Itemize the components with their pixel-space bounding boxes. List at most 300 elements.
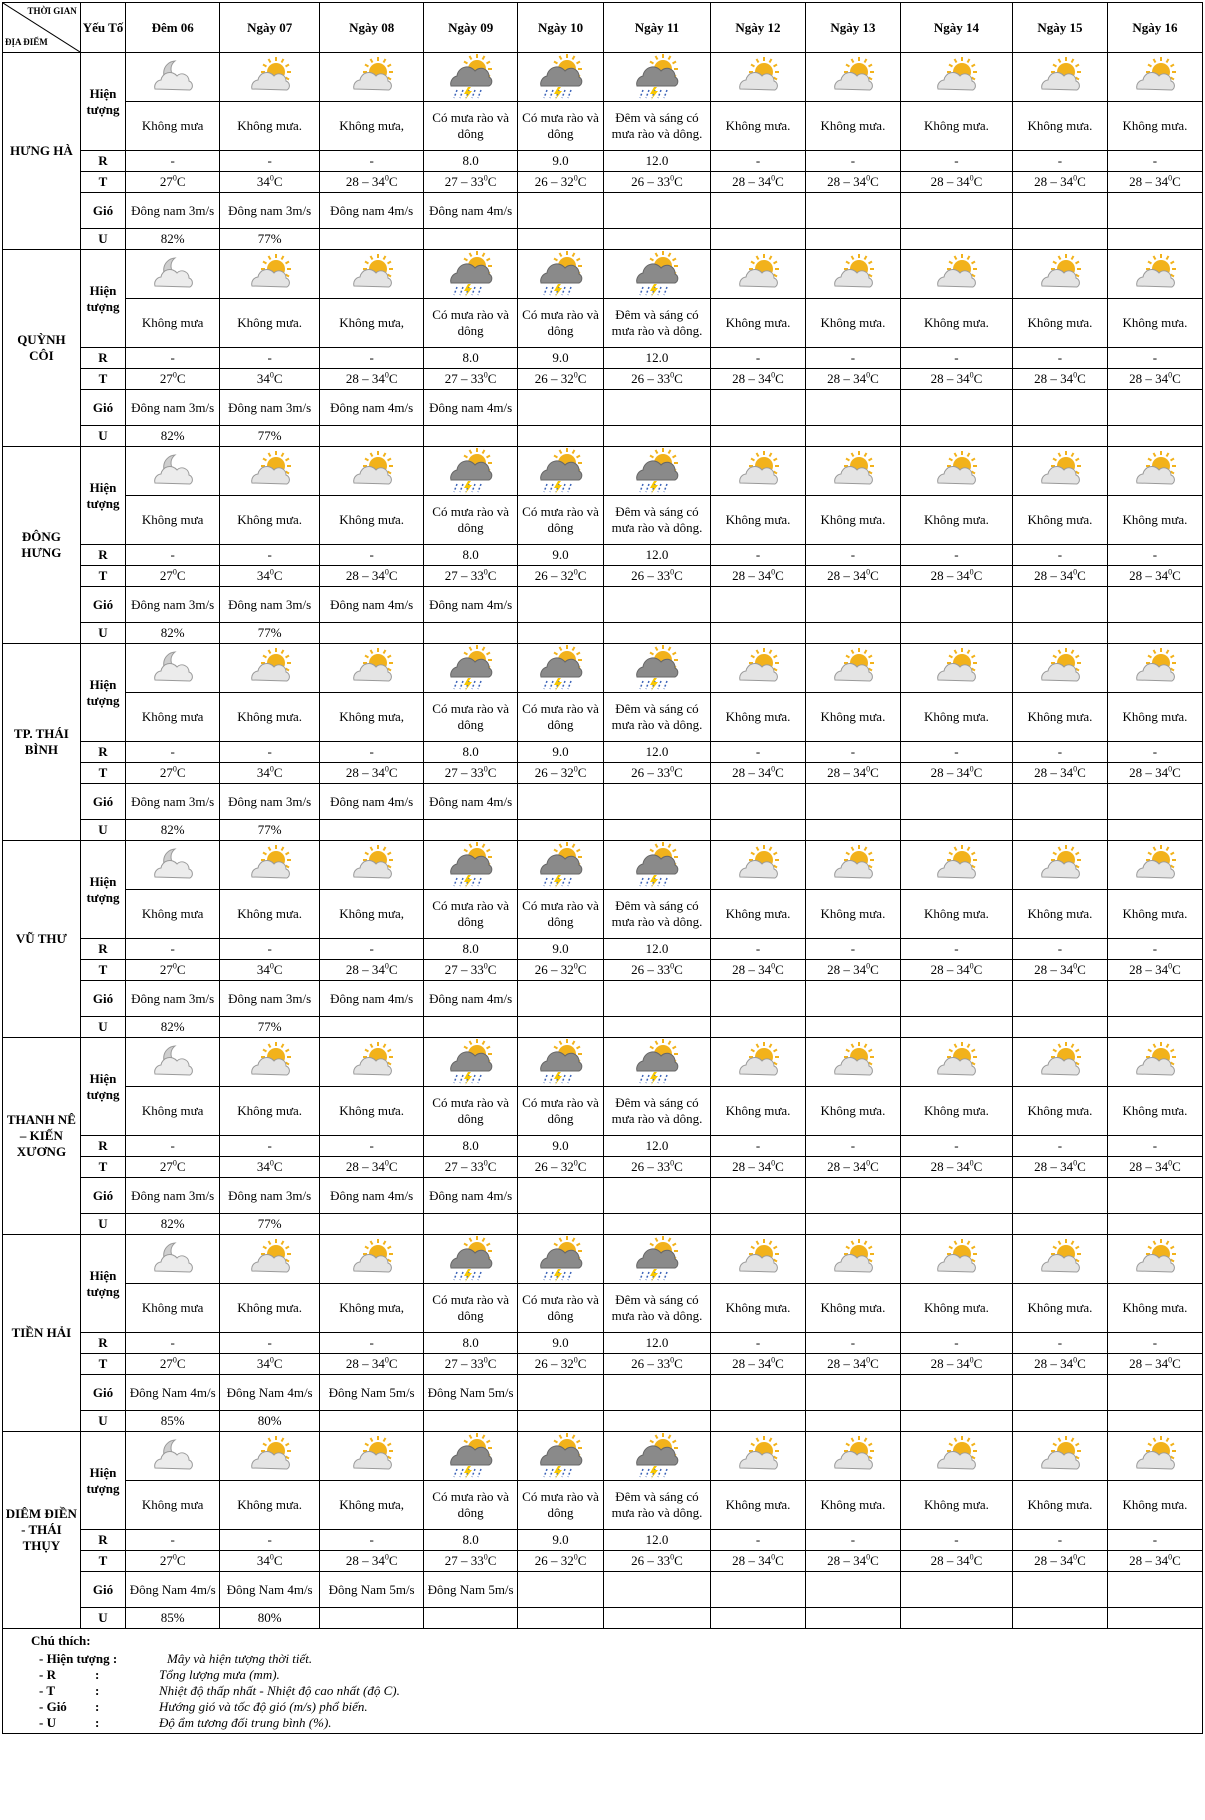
cloud-shape xyxy=(353,1254,391,1272)
rain-row xyxy=(3,545,1203,566)
storm-cloud-shape xyxy=(540,264,581,283)
factor-label-rain: R xyxy=(80,151,125,172)
degree-sign: 0 xyxy=(1168,567,1173,577)
celsius-unit: C xyxy=(1077,371,1086,386)
phenomena-text-row xyxy=(3,1087,1203,1136)
phenomena-cell: Không mưa. xyxy=(320,1087,424,1136)
degree-sign: 0 xyxy=(172,1355,177,1365)
rain-row xyxy=(3,939,1203,960)
legend-desc: Tổng lượng mưa (mm). xyxy=(159,1667,280,1682)
cloud-shape xyxy=(251,269,289,287)
weather-icon-cell xyxy=(1013,1235,1108,1284)
celsius-unit: C xyxy=(674,371,683,386)
sun-cloud-icon xyxy=(1014,57,1106,97)
sun-cloud-icon xyxy=(807,845,899,885)
rain-cell: - xyxy=(1107,348,1202,369)
phenomena-cell: Không mưa. xyxy=(220,496,320,545)
humidity-cell xyxy=(603,229,710,250)
wind-cell xyxy=(900,1572,1012,1608)
night-cloud-icon xyxy=(127,57,218,97)
humidity-cell xyxy=(1013,820,1108,841)
rain-cell: 8.0 xyxy=(424,1530,518,1551)
celsius-unit: C xyxy=(577,1159,587,1174)
temperature-value: 34 xyxy=(256,765,270,780)
legend-colon: : xyxy=(95,1667,100,1682)
phenomena-cell: Không mưa. xyxy=(711,1087,806,1136)
wind-cell xyxy=(1013,784,1108,820)
celsius-unit: C xyxy=(273,1356,283,1371)
temperature-value: 26 – 33 xyxy=(631,1159,671,1174)
factor-label-temperature: T xyxy=(80,763,125,784)
celsius-unit: C xyxy=(176,1159,186,1174)
wind-cell: Đông Nam 5m/s xyxy=(424,1375,518,1411)
phenomena-cell: Không mưa. xyxy=(1013,1087,1108,1136)
wind-cell xyxy=(900,981,1012,1017)
degree-sign: 0 xyxy=(969,961,974,971)
weather-icon-cell xyxy=(805,644,900,693)
storm-cloud-shape xyxy=(637,1446,678,1465)
temperature-cell xyxy=(1107,960,1202,981)
rain-cell: - xyxy=(1107,1333,1202,1354)
humidity-cell xyxy=(1013,1411,1108,1432)
degree-sign: 0 xyxy=(1168,1355,1173,1365)
celsius-unit: C xyxy=(577,765,587,780)
temperature-cell xyxy=(805,369,900,390)
phenomena-cell: Không mưa. xyxy=(1013,890,1108,939)
rain-cell: - xyxy=(126,1333,220,1354)
cloud-shape xyxy=(740,269,778,287)
humidity-cell xyxy=(1013,229,1108,250)
storm-cloud-shape xyxy=(540,658,581,677)
sun-cloud-icon xyxy=(807,57,899,97)
cloud-shape xyxy=(251,860,289,878)
weather-icon-cell xyxy=(900,1038,1012,1087)
humidity-cell: 80% xyxy=(220,1411,320,1432)
cloud-shape xyxy=(353,72,391,90)
humidity-cell xyxy=(603,623,710,644)
day-header: Ngày 16 xyxy=(1107,3,1202,53)
temperature-cell xyxy=(126,1551,220,1572)
celsius-unit: C xyxy=(577,568,587,583)
humidity-cell xyxy=(320,229,424,250)
celsius-unit: C xyxy=(870,371,879,386)
wind-row xyxy=(3,981,1203,1017)
humidity-cell xyxy=(900,1608,1012,1629)
temperature-value: 27 – 33 xyxy=(444,568,484,583)
celsius-unit: C xyxy=(176,1356,186,1371)
rain-cell: 12.0 xyxy=(603,1333,710,1354)
temperature-value: 26 – 33 xyxy=(631,765,671,780)
celsius-unit: C xyxy=(870,568,879,583)
weather-icon-cell xyxy=(711,1432,806,1481)
celsius-unit: C xyxy=(674,1553,683,1568)
humidity-cell xyxy=(805,1608,900,1629)
sun-cloud-icon xyxy=(221,648,318,688)
cloud-shape xyxy=(251,663,289,681)
sun-cloud-icon xyxy=(902,254,1011,294)
temperature-cell xyxy=(603,763,710,784)
cloud-shape xyxy=(938,1451,976,1469)
celsius-unit: C xyxy=(1077,962,1086,977)
celsius-unit: C xyxy=(775,1159,784,1174)
rain-cell: 12.0 xyxy=(603,1530,710,1551)
celsius-unit: C xyxy=(273,174,283,189)
phenomena-cell: Không mưa. xyxy=(220,1481,320,1530)
weather-icon-cell xyxy=(1107,53,1202,102)
weather-icon-cell xyxy=(900,447,1012,496)
temperature-cell xyxy=(603,960,710,981)
day-header: Ngày 14 xyxy=(900,3,1012,53)
phenomena-cell: Không mưa. xyxy=(1107,1481,1202,1530)
weather-icon-cell xyxy=(320,1235,424,1284)
humidity-cell xyxy=(603,426,710,447)
storm-cloud-shape xyxy=(450,461,491,480)
cloud-shape xyxy=(154,1057,192,1075)
temperature-cell xyxy=(900,763,1012,784)
degree-sign: 0 xyxy=(483,1552,488,1562)
weather-icon-cell xyxy=(805,250,900,299)
legend-item xyxy=(39,1667,280,1683)
phenomena-cell: Không mưa xyxy=(126,299,220,348)
weather-icon-cell xyxy=(424,644,518,693)
rain-cell: - xyxy=(711,939,806,960)
temperature-cell xyxy=(518,566,604,587)
phenomena-cell: Có mưa rào và dông xyxy=(518,890,604,939)
weather-icon-cell xyxy=(900,1235,1012,1284)
temperature-cell xyxy=(1107,763,1202,784)
temperature-value: 28 – 34 xyxy=(732,962,772,977)
sun-cloud-icon xyxy=(712,57,804,97)
degree-sign: 0 xyxy=(384,1355,389,1365)
factor-label-wind: Gió xyxy=(80,981,125,1017)
phenomena-cell: Không mưa. xyxy=(220,1087,320,1136)
temperature-cell xyxy=(900,172,1012,193)
temperature-cell xyxy=(126,1354,220,1375)
wind-cell xyxy=(1107,1178,1202,1214)
celsius-unit: C xyxy=(487,174,497,189)
humidity-cell: 82% xyxy=(126,623,220,644)
temperature-value: 27 xyxy=(159,765,173,780)
degree-sign: 0 xyxy=(670,961,675,971)
celsius-unit: C xyxy=(388,765,398,780)
phenomena-text-row xyxy=(3,1284,1203,1333)
wind-cell xyxy=(518,1375,604,1411)
night-cloud-icon xyxy=(127,845,218,885)
degree-sign: 0 xyxy=(866,1355,871,1365)
forecast-body xyxy=(3,53,1203,1629)
cloud-shape xyxy=(1042,1057,1080,1075)
humidity-cell xyxy=(603,1608,710,1629)
celsius-unit: C xyxy=(870,962,879,977)
cloud-shape xyxy=(1137,663,1175,681)
degree-sign: 0 xyxy=(573,173,578,183)
storm-cloud-shape xyxy=(637,264,678,283)
wind-cell xyxy=(518,981,604,1017)
celsius-unit: C xyxy=(176,962,186,977)
wind-cell xyxy=(603,1572,710,1608)
temperature-cell xyxy=(805,1157,900,1178)
temperature-value: 26 – 32 xyxy=(534,568,574,583)
humidity-cell xyxy=(320,623,424,644)
temperature-value: 28 – 34 xyxy=(1034,568,1074,583)
cloud-shape xyxy=(1042,663,1080,681)
day-header: Đêm 06 xyxy=(126,3,220,53)
location-name: TP. THÁI BÌNH xyxy=(3,644,81,841)
rain-cell: 12.0 xyxy=(603,1136,710,1157)
temperature-value: 27 – 33 xyxy=(444,1553,484,1568)
rain-row xyxy=(3,742,1203,763)
phenomena-cell: Không mưa. xyxy=(1107,496,1202,545)
factor-label-humidity: U xyxy=(80,1017,125,1038)
weather-icon-cell xyxy=(1013,1038,1108,1087)
wind-cell: Đông nam 3m/s xyxy=(220,981,320,1017)
degree-sign: 0 xyxy=(269,1355,274,1365)
temperature-row xyxy=(3,960,1203,981)
rain-cell: 12.0 xyxy=(603,348,710,369)
cloud-shape xyxy=(251,72,289,90)
cloud-shape xyxy=(353,269,391,287)
rain-row xyxy=(3,348,1203,369)
temperature-value: 28 – 34 xyxy=(345,371,385,386)
thunderstorm-icon xyxy=(519,251,602,297)
storm-cloud-shape xyxy=(540,461,581,480)
thunderstorm-icon xyxy=(605,842,709,888)
phenomena-icon-row xyxy=(3,447,1203,496)
degree-sign: 0 xyxy=(670,764,675,774)
wind-cell xyxy=(1107,1375,1202,1411)
degree-sign: 0 xyxy=(384,1552,389,1562)
temperature-cell xyxy=(1013,960,1108,981)
temperature-cell xyxy=(518,369,604,390)
celsius-unit: C xyxy=(1172,568,1181,583)
phenomena-cell: Đêm và sáng có mưa rào và dông. xyxy=(603,102,710,151)
wind-cell: Đông nam 3m/s xyxy=(126,193,220,229)
temperature-value: 26 – 33 xyxy=(631,568,671,583)
celsius-unit: C xyxy=(674,568,683,583)
wind-cell xyxy=(900,784,1012,820)
degree-sign: 0 xyxy=(866,764,871,774)
sun-cloud-icon xyxy=(807,254,899,294)
night-cloud-icon xyxy=(127,451,218,491)
phenomena-cell: Đêm và sáng có mưa rào và dông. xyxy=(603,1284,710,1333)
legend-item xyxy=(39,1715,332,1731)
humidity-cell: 82% xyxy=(126,229,220,250)
degree-sign: 0 xyxy=(1168,173,1173,183)
legend xyxy=(2,1629,1203,1734)
temperature-cell xyxy=(424,172,518,193)
humidity-cell xyxy=(900,426,1012,447)
celsius-unit: C xyxy=(273,1553,283,1568)
wind-cell: Đông nam 3m/s xyxy=(126,784,220,820)
celsius-unit: C xyxy=(388,1356,398,1371)
sun-cloud-icon xyxy=(321,254,422,294)
legend-title: Chú thích: xyxy=(31,1633,91,1648)
phenomena-cell: Không mưa. xyxy=(900,102,1012,151)
celsius-unit: C xyxy=(775,1356,784,1371)
phenomena-cell: Không mưa. xyxy=(900,1481,1012,1530)
phenomena-cell: Không mưa. xyxy=(805,1481,900,1530)
temperature-cell xyxy=(603,566,710,587)
temperature-value: 26 – 33 xyxy=(631,174,671,189)
wind-cell: Đông nam 4m/s xyxy=(424,981,518,1017)
thunderstorm-icon xyxy=(425,1433,516,1479)
day-header: Ngày 07 xyxy=(220,3,320,53)
humidity-cell xyxy=(320,1608,424,1629)
legend-desc: Nhiệt độ thấp nhất - Nhiệt độ cao nhất (độ C). xyxy=(159,1683,400,1698)
humidity-row xyxy=(3,820,1203,841)
wind-cell xyxy=(805,193,900,229)
celsius-unit: C xyxy=(775,371,784,386)
weather-icon-cell xyxy=(900,1432,1012,1481)
cloud-shape xyxy=(938,1254,976,1272)
temperature-cell xyxy=(900,369,1012,390)
phenomena-text-row xyxy=(3,890,1203,939)
temperature-cell xyxy=(1107,566,1202,587)
phenomena-cell: Không mưa. xyxy=(220,102,320,151)
degree-sign: 0 xyxy=(969,370,974,380)
wind-cell xyxy=(711,1178,806,1214)
weather-icon-cell xyxy=(220,1432,320,1481)
temperature-cell xyxy=(711,566,806,587)
phenomena-cell: Không mưa. xyxy=(900,1087,1012,1136)
wind-cell: Đông nam 3m/s xyxy=(126,587,220,623)
phenomena-cell: Đêm và sáng có mưa rào và dông. xyxy=(603,1087,710,1136)
temperature-cell xyxy=(900,1551,1012,1572)
rain-cell: 9.0 xyxy=(518,151,604,172)
rain-cell: - xyxy=(805,1136,900,1157)
weather-icon-cell xyxy=(1107,250,1202,299)
degree-sign: 0 xyxy=(483,764,488,774)
corner-location-label: ĐỊA ĐIỂM xyxy=(5,37,48,47)
weather-icon-cell xyxy=(220,841,320,890)
temperature-value: 27 – 33 xyxy=(444,371,484,386)
wind-cell xyxy=(805,1375,900,1411)
factor-label-wind: Gió xyxy=(80,1572,125,1608)
weather-icon-cell xyxy=(424,250,518,299)
wind-cell xyxy=(1107,193,1202,229)
temperature-value: 28 – 34 xyxy=(1034,765,1074,780)
phenomena-cell: Không mưa xyxy=(126,890,220,939)
temperature-cell xyxy=(900,960,1012,981)
storm-cloud-shape xyxy=(637,67,678,86)
temperature-cell xyxy=(1013,1354,1108,1375)
cloud-shape xyxy=(740,1451,778,1469)
cloud-shape xyxy=(154,663,192,681)
weather-icon-cell xyxy=(320,250,424,299)
cloud-shape xyxy=(835,1254,873,1272)
cloud-shape xyxy=(1042,72,1080,90)
degree-sign: 0 xyxy=(771,370,776,380)
cloud-shape xyxy=(938,860,976,878)
temperature-cell xyxy=(320,566,424,587)
storm-cloud-shape xyxy=(637,658,678,677)
temperature-cell xyxy=(220,369,320,390)
temperature-cell xyxy=(603,172,710,193)
temperature-value: 28 – 34 xyxy=(930,1159,970,1174)
weather-icon-cell xyxy=(805,447,900,496)
humidity-cell xyxy=(711,426,806,447)
phenomena-cell: Không mưa. xyxy=(711,299,806,348)
rain-cell: - xyxy=(1013,742,1108,763)
rain-cell: 9.0 xyxy=(518,1136,604,1157)
day-header: Ngày 12 xyxy=(711,3,806,53)
wind-cell: Đông nam 4m/s xyxy=(320,193,424,229)
phenomena-cell: Không mưa. xyxy=(220,890,320,939)
factor-label-humidity: U xyxy=(80,1608,125,1629)
phenomena-cell: Đêm và sáng có mưa rào và dông. xyxy=(603,693,710,742)
thunderstorm-icon xyxy=(425,1039,516,1085)
phenomena-cell: Không mưa. xyxy=(220,1284,320,1333)
factor-label-humidity: U xyxy=(80,229,125,250)
humidity-cell xyxy=(518,229,604,250)
header-row xyxy=(3,3,1203,53)
sun-cloud-icon xyxy=(1014,1042,1106,1082)
sun-cloud-icon xyxy=(221,1436,318,1476)
temperature-value: 28 – 34 xyxy=(1129,765,1169,780)
location-name: ĐÔNG HƯNG xyxy=(3,447,81,644)
phenomena-text-row xyxy=(3,102,1203,151)
phenomena-cell: Không mưa. xyxy=(1107,1284,1202,1333)
factor-label-phenomena: Hiện tượng xyxy=(80,447,125,545)
humidity-cell xyxy=(1013,1214,1108,1235)
celsius-unit: C xyxy=(176,174,186,189)
temperature-cell xyxy=(424,1157,518,1178)
cloud-shape xyxy=(353,860,391,878)
celsius-unit: C xyxy=(1077,568,1086,583)
humidity-cell xyxy=(424,1411,518,1432)
wind-cell: Đông nam 4m/s xyxy=(424,193,518,229)
degree-sign: 0 xyxy=(969,567,974,577)
temperature-cell xyxy=(805,566,900,587)
temperature-cell xyxy=(126,1157,220,1178)
weather-icon-cell xyxy=(126,53,220,102)
celsius-unit: C xyxy=(973,1356,983,1371)
temperature-cell xyxy=(1107,1157,1202,1178)
cloud-shape xyxy=(740,72,778,90)
phenomena-text-row xyxy=(3,693,1203,742)
wind-row xyxy=(3,390,1203,426)
temperature-value: 28 – 34 xyxy=(827,1159,867,1174)
rain-cell: - xyxy=(320,1136,424,1157)
temperature-cell xyxy=(805,172,900,193)
degree-sign: 0 xyxy=(269,370,274,380)
weather-icon-cell xyxy=(805,1432,900,1481)
sun-cloud-icon xyxy=(1014,845,1106,885)
rain-cell: - xyxy=(320,939,424,960)
cloud-shape xyxy=(1042,860,1080,878)
thunderstorm-icon xyxy=(519,1039,602,1085)
temperature-value: 28 – 34 xyxy=(827,568,867,583)
cloud-shape xyxy=(938,663,976,681)
phenomena-cell: Có mưa rào và dông xyxy=(518,1284,604,1333)
phenomena-cell: Đêm và sáng có mưa rào và dông. xyxy=(603,299,710,348)
temperature-value: 27 – 33 xyxy=(444,1159,484,1174)
degree-sign: 0 xyxy=(1168,764,1173,774)
degree-sign: 0 xyxy=(771,1552,776,1562)
temperature-cell xyxy=(220,1354,320,1375)
temperature-cell xyxy=(900,1354,1012,1375)
rain-cell: 9.0 xyxy=(518,545,604,566)
cloud-shape xyxy=(154,860,192,878)
wind-cell xyxy=(711,784,806,820)
legend-key: - Hiện tượng : xyxy=(39,1651,118,1666)
weather-icon-cell xyxy=(900,53,1012,102)
wind-cell xyxy=(711,981,806,1017)
celsius-unit: C xyxy=(775,568,784,583)
celsius-unit: C xyxy=(388,1159,398,1174)
humidity-cell xyxy=(805,1214,900,1235)
cloud-shape xyxy=(251,1451,289,1469)
